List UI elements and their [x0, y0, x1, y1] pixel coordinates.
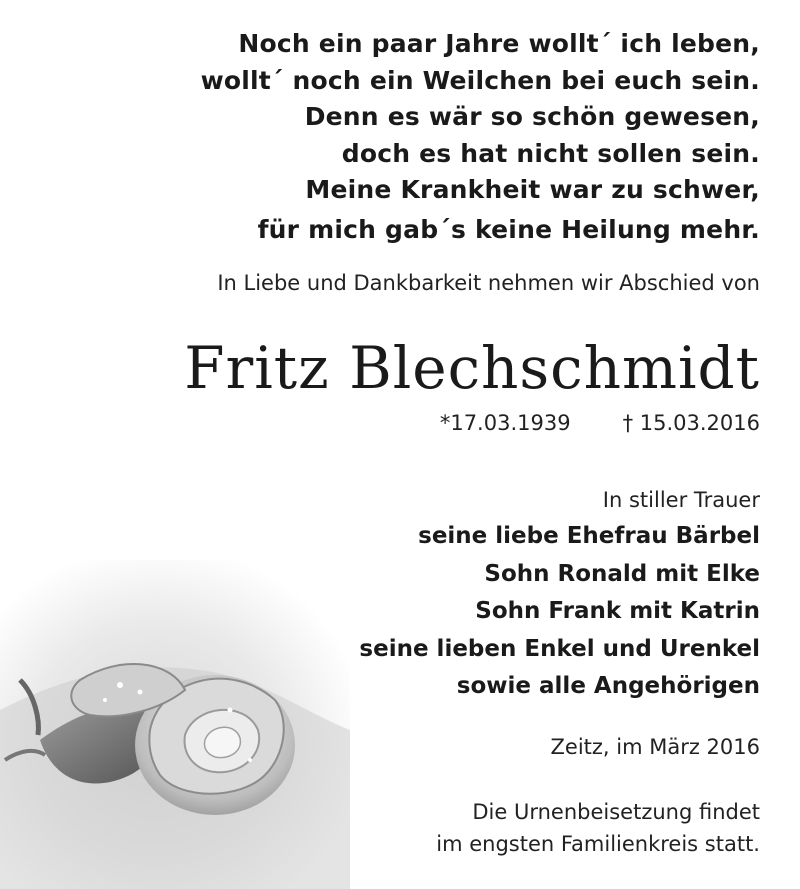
birth-date: *17.03.1939: [439, 411, 571, 435]
mourner-entry: seine lieben Enkel und Urenkel: [359, 635, 760, 662]
burial-note: [436, 796, 760, 860]
poem-line: wollt´ noch ein Weilchen bei euch sein.: [200, 65, 760, 95]
poem-line: doch es hat nicht sollen sein.: [341, 138, 760, 168]
death-date: † 15.03.2016: [622, 411, 760, 435]
poem-line: Noch ein paar Jahre wollt´ ich leben,: [238, 29, 760, 58]
poem-block: [201, 26, 760, 248]
place-date: Zeitz, im März 2016: [550, 735, 760, 759]
poem-line: für mich gab´s keine Heilung mehr.: [257, 214, 760, 244]
poem-line: Denn es wär so schön gewesen,: [304, 102, 760, 131]
mourning-heading: In stiller Trauer: [602, 488, 760, 512]
mourner-entry: Sohn Frank mit Katrin: [475, 598, 760, 624]
mourner-entry: seine liebe Ehefrau Bärbel: [418, 523, 760, 549]
poem-line: Meine Krankheit war zu schwer,: [305, 175, 760, 204]
mourners-block: [359, 482, 760, 706]
farewell-intro: In Liebe und Dankbarkeit nehmen wir Abschied von: [217, 271, 760, 295]
mourner-entry: sowie alle Angehörigen: [456, 673, 760, 699]
rose-image: [0, 560, 350, 889]
burial-note-line: im engsten Familienkreis statt.: [436, 832, 760, 856]
deceased-name: Fritz Blechschmidt: [184, 334, 760, 402]
burial-note-line: Die Urnenbeisetzung findet: [472, 800, 760, 824]
life-dates: [440, 408, 760, 438]
mourner-entry: Sohn Ronald mit Elke: [484, 560, 760, 587]
